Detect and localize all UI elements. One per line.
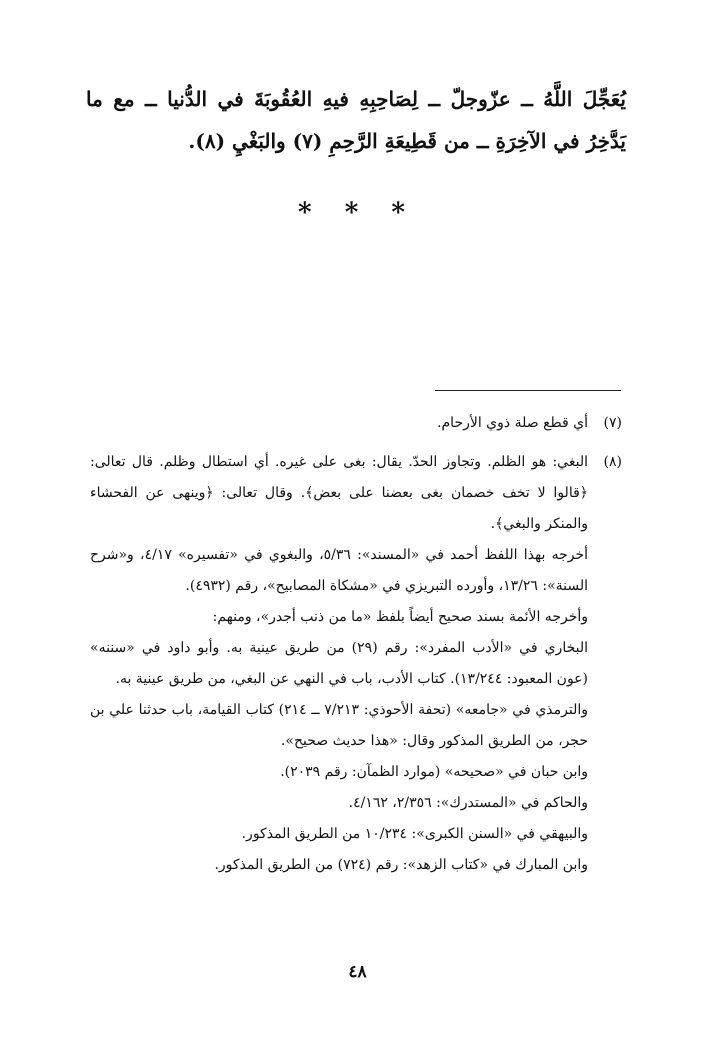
footnote	[90, 408, 622, 439]
footnote-paragraph: وابن المبارك في «كتاب الزهد»: رقم (٧٢٤) من الطريق المذكور.	[214, 857, 588, 873]
footnote-paragraph: البغي: هو الظلم. وتجاوز الحدّ. يقال: بغى على غيره. أي استطال وظلم. قال تعالى: ﴿قالوا لا تخف خصمان بغى بعضنا على بعض﴾. وقال تعالى: ﴿وينهى عن الفحشاء والمنكر والبغي﴾.	[90, 454, 588, 532]
footnote-number: (٨)	[603, 454, 622, 470]
footnote-paragraph: والترمذي في «جامعه» (تحفة الأحوذي: ٧/٢١٣ ــ ٢١٤) كتاب القيامة، باب حدثنا علي بن حجر، من الطريق المذكور وقال: «هذا حديث صحيح».	[90, 702, 588, 749]
footnotes	[90, 408, 622, 889]
footnote	[90, 447, 622, 881]
footnote-paragraph: والبيهقي في «السنن الكبرى»: ١٠/٢٣٤ من الطريق المذكور.	[241, 826, 588, 842]
footnote-number: (٧)	[603, 415, 622, 431]
page-number: ٤٨	[348, 962, 367, 982]
footnote-paragraph: أخرجه بهذا اللفظ أحمد في «المسند»: ٥/٣٦، والبغوي في «تفسيره» ٤/١٧، و«شرح السنة»: ١٣/٢٦، وأورده التبريزي في «مشكاة المصابيح»، رقم (٤٩٣٢).	[90, 547, 588, 594]
footnote-paragraph: والحاكم في «المستدرك»: ٢/٣٥٦، ٤/١٦٢.	[348, 795, 588, 811]
footnote-body	[90, 447, 588, 881]
footnote-paragraph: وأخرجه الأئمة بسند صحيح أيضاً بلفظ «ما من ذنب أجدر»، ومنهم:	[212, 609, 588, 625]
section-separator: * * *	[298, 198, 417, 228]
footnote-paragraph: البخاري في «الأدب المفرد»: رقم (٢٩) من طريق عينية به. وأبو داود في «سننه» (عون المعبود: ١٣/٢٤٤). كتاب الأدب، باب في النهي عن البغي، من طريق عينية به.	[90, 640, 588, 687]
footnote-body	[90, 408, 588, 439]
footnote-paragraph: أي قطع صلة ذوي الأرحام.	[437, 415, 588, 431]
footnote-divider	[435, 390, 621, 391]
main-text: يُعَجِّلَ اللَّهُ ــ عزّوجلّ ــ لِصَاحِبِهِ فيهِ العُقُوبَةَ في الدُّنيا ــ مع ما يَدَّخِرُ في الآخِرَةِ ــ من قَطِيعَةِ الرَّحِمِ (٧) والبَغْيِ (٨).	[86, 87, 626, 153]
footnote-paragraph: وابن حبان في «صحيحه» (موارد الظمآن: رقم ٢٠٣٩).	[280, 764, 588, 780]
